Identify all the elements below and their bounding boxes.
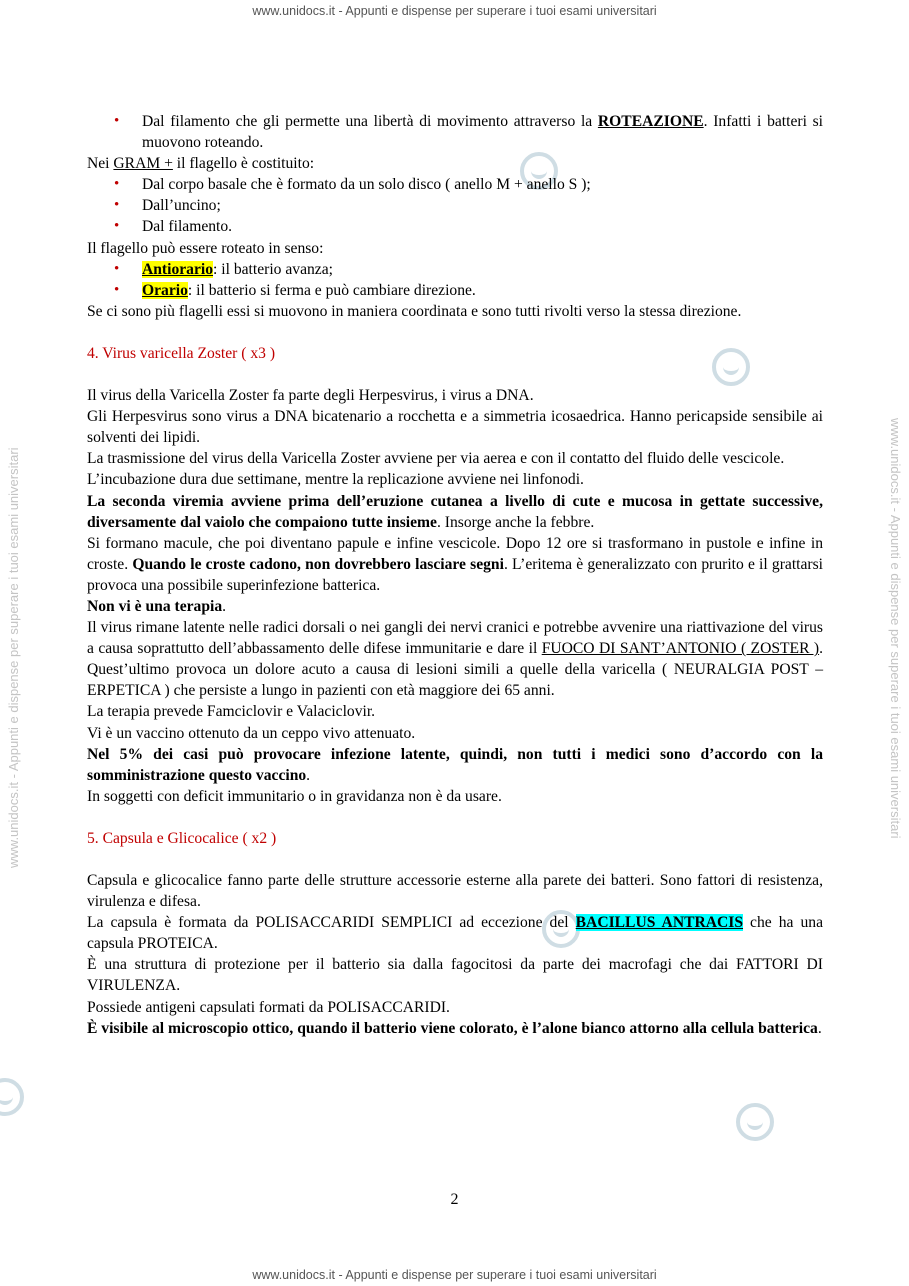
flagellum-parts-list [87,174,823,237]
paragraph: Il virus rimane latente nelle radici dorsali o nei gangli dei nervi cranici e potrebbe avvenire una riattivazione del virus a causa soprattutto dell’abbassamento delle difese immunitarie e dare il FUOCO DI SANT’ANTONIO ( ZOSTER ). Quest’ultimo provoca un dolore acuto a causa di lesioni simili a quelle della varicella ( NEURALGIA POST – ERPETICA ) che persiste a lungo in pazienti con età maggiore dei 65 anni. [87,619,823,700]
list-item: • Dall’uncino; [87,195,823,216]
paragraph: La capsula è formata da POLISACCARIDI SEMPLICI ad eccezione del BACILLUS ANTRACIS che ha una capsula PROTEICA. [87,914,823,953]
paragraph: In soggetti con deficit immunitario o in gravidanza non è da usare. [87,787,502,805]
paragraph: È visibile al microscopio ottico, quando il batterio viene colorato, è l’alone bianco attorno alla cellula batterica. [87,1019,822,1037]
paragraph: Vi è un vaccino ottenuto da un ceppo vivo attenuato. [87,724,416,742]
watermark-banner-top: www.unidocs.it - Appunti e dispense per superare i tuoi esami universitari [252,4,657,18]
highlight-orario: Orario [142,281,188,299]
fuoco-sant-antonio: FUOCO DI SANT’ANTONIO ( ZOSTER ) [541,640,820,658]
emphasis-roteazione: ROTEAZIONE [597,113,704,130]
list-item: • Dal filamento. [87,216,823,237]
list-item: • Dal filamento che gli permette una libertà di movimento attraverso la ROTEAZIONE. Infatti i batteri si muovono roteando. [87,111,823,153]
paragraph: Nel 5% dei casi può provocare infezione latente, quindi, non tutti i medici sono d’accordo con la somministrazione questo vaccino. [87,745,823,784]
paragraph: Capsula e glicocalice fanno parte delle strutture accessorie esterne alla parete dei batteri. Sono fattori di resistenza, virulenza e difesa. [87,872,823,911]
watermark-banner-bottom: www.unidocs.it - Appunti e dispense per superare i tuoi esami universitari [252,1268,657,1282]
page-number: 2 [450,1191,459,1208]
list-item: • Orario: il batterio si ferma e può cambiare direzione. [87,280,823,301]
flagellum-list-1 [87,111,823,153]
highlight-bacillus-antracis: BACILLUS ANTRACIS [575,914,744,932]
rotation-list [87,259,823,301]
paragraph: Si formano macule, che poi diventano papule e infine vescicole. Dopo 12 ore si trasformano in pustole e infine in croste. Quando le croste cadono, non dovrebbero lasciare segni. L’eritema è generalizzato con prurito e il grattarsi provoca una possibile superinfezione batterica. [87,534,823,594]
paragraph: Non vi è una terapia. [87,597,227,615]
list-item: • Antiorario: il batterio avanza; [87,259,823,280]
watermark-logo-icon [736,1103,774,1141]
paragraph: L’incubazione dura due settimane, mentre la replicazione avviene nei linfonodi. [87,471,584,489]
paragraph: La trasmissione del virus della Varicella Zoster avviene per via aerea e con il contatto del fluido delle vescicole. [87,450,785,468]
paragraph: È una struttura di protezione per il batterio sia dalla fagocitosi da parte dei macrofagi che dai FATTORI DI VIRULENZA. [87,956,823,995]
paragraph: Se ci sono più flagelli essi si muovono in maniera coordinata e sono tutti rivolti verso la stessa direzione. [87,302,742,320]
list-item: • Dal corpo basale che è formato da un solo disco ( anello M + anello S ); [87,174,823,195]
rotation-intro: Il flagello può essere roteato in senso: [87,239,324,257]
section-heading-capsula: 5. Capsula e Glicocalice ( x2 ) [87,829,277,847]
paragraph: La seconda viremia avviene prima dell’eruzione cutanea a livello di cute e mucosa in gettate successive, diversamente dal vaiolo che compaiono tutte insieme. Insorge anche la febbre. [87,492,823,531]
document-body [87,111,823,1039]
gram-term: GRAM + [113,155,173,173]
watermark-logo-icon [0,1078,24,1116]
paragraph: Il virus della Varicella Zoster fa parte degli Herpesvirus, i virus a DNA. [87,387,534,405]
watermark-side-right: www.unidocs.it - Appunti e dispense per superare i tuoi esami universitari [888,418,903,839]
paragraph: Gli Herpesvirus sono virus a DNA bicatenario a rocchetta e a simmetria icosaedrica. Hanno pericapside sensibile ai solventi dei lipidi. [87,408,823,447]
gram-intro: Nei GRAM + il flagello è costituito: [87,155,315,173]
paragraph: La terapia prevede Famciclovir e Valaciclovir. [87,703,376,721]
section-heading-varicella: 4. Virus varicella Zoster ( x3 ) [87,344,276,362]
paragraph: Possiede antigeni capsulati formati da POLISACCARIDI. [87,998,450,1016]
highlight-antiorario: Antiorario [142,260,214,278]
watermark-side-left: www.unidocs.it - Appunti e dispense per superare i tuoi esami universitari [6,447,21,868]
